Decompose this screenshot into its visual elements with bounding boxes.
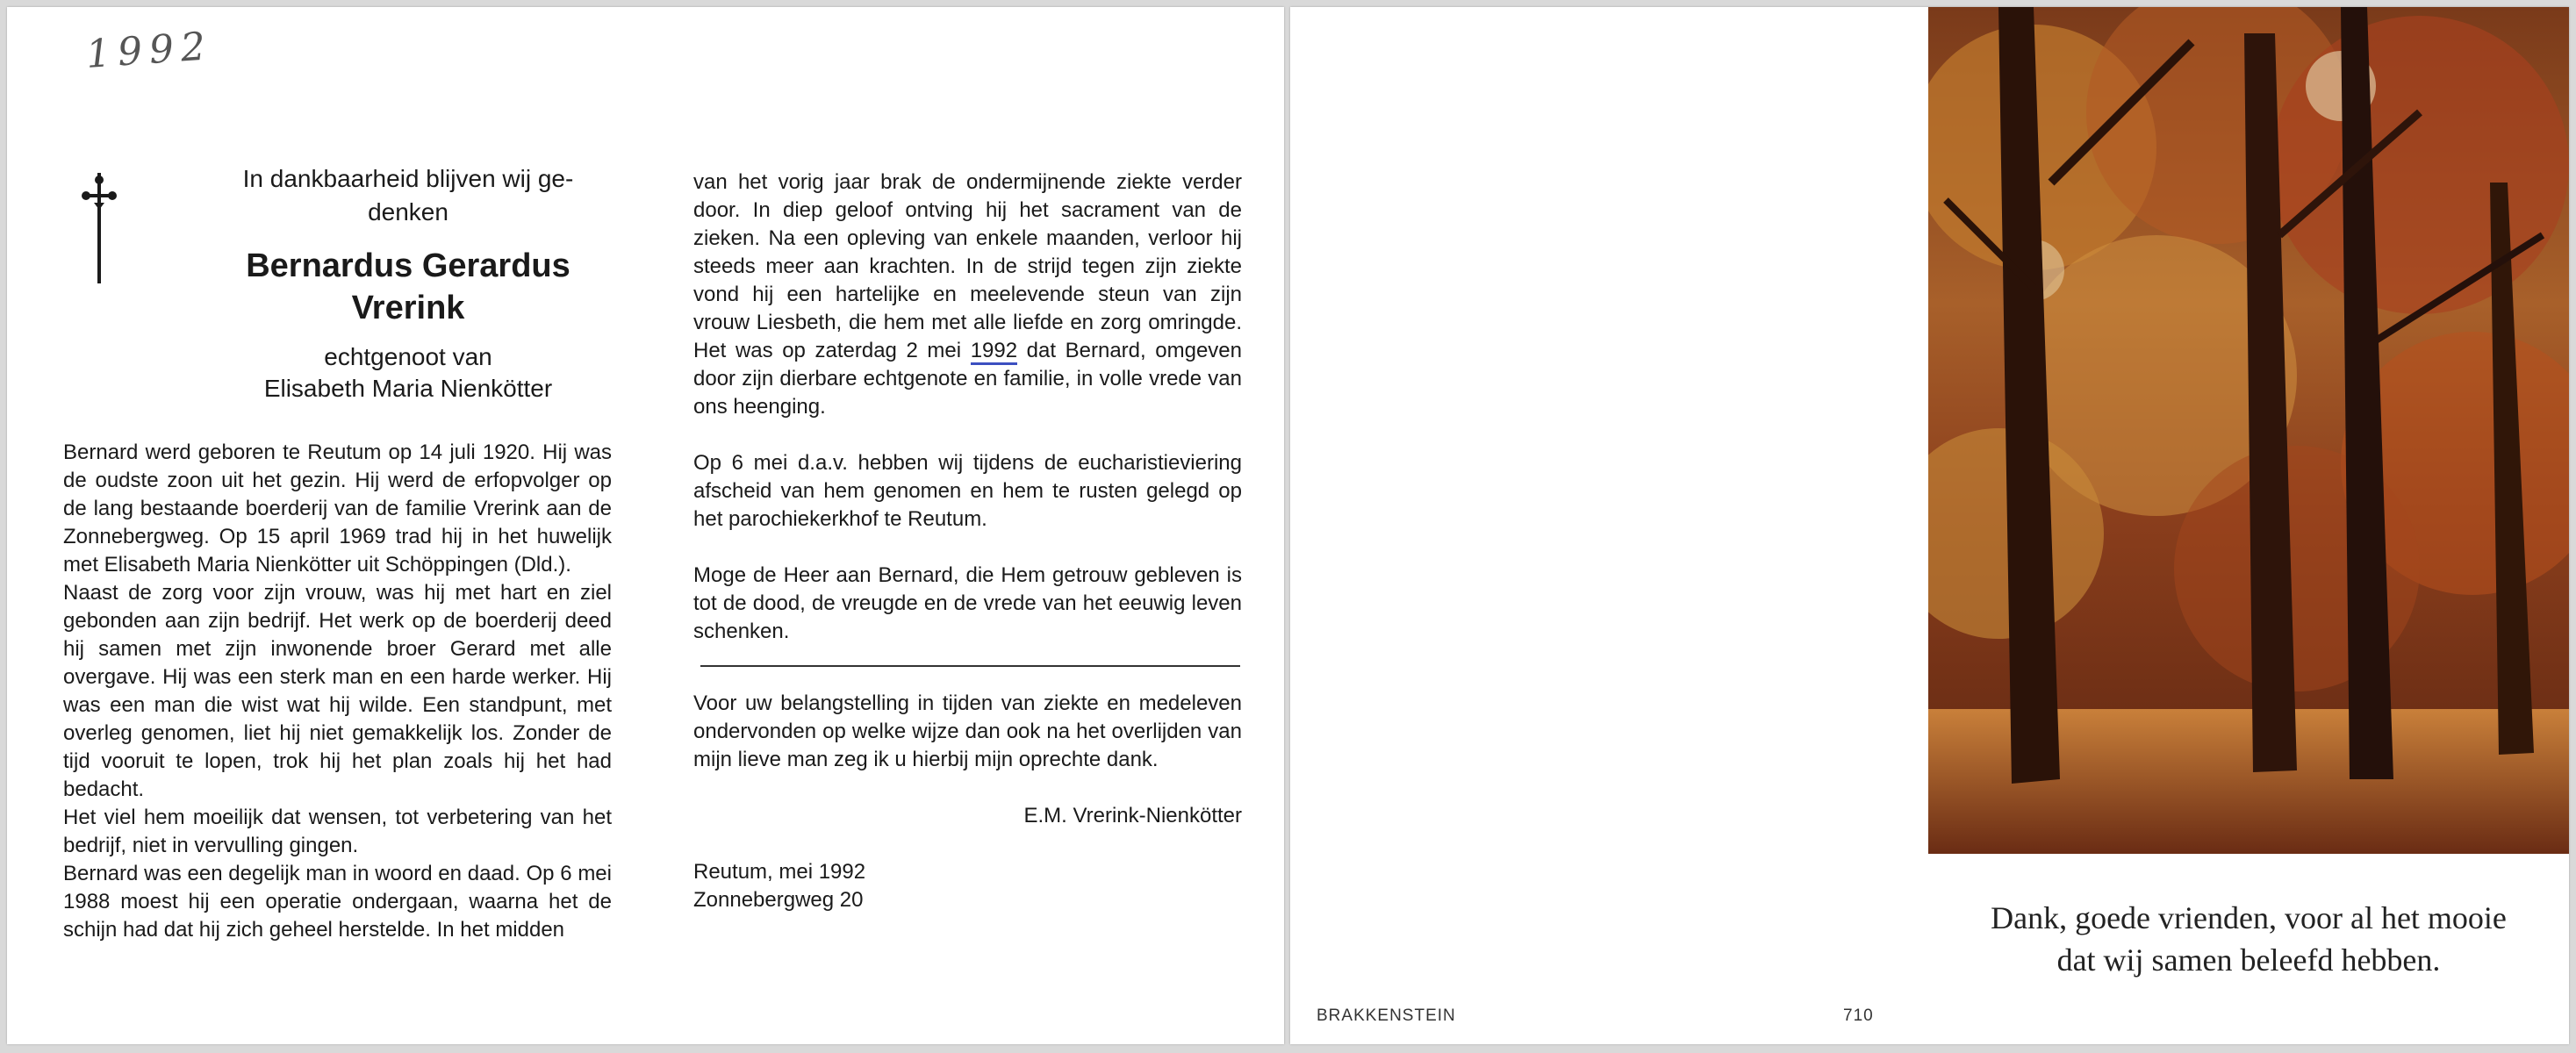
spouse-name: Elisabeth Maria Nienkötter [263,375,553,402]
illness-paragraph: van het vorig jaar brak de ondermijnende ziekte verder door. In diep geloof ontving hij het sacrament van de zieken. Na een opleving van enkele maanden, verloor hij steeds meer aan krachten. In de strijd tegen zijn ziekte vond hij een hartelijke en meelevende steun van zijn vrouw Liesbeth, die hem met alle liefde en zorg omringde. Het was op zaterdag 2 mei 1992 dat Bernard, omgeven door zijn dierbare echtgenote en familie, in volle vrede van ons heenging. [693,170,1242,419]
biography-paragraph: Het viel hem moeilijk dat wensen, tot verbetering van het bedrijf, niet in vervulling gingen. [63,806,612,857]
biography-paragraph: Bernard werd geboren te Reutum op 14 juli 1920. Hij was de oudste zoon uit het gezin. Hij werd de erfopvolger op de lang bestaande boerderij van de familie Vrerink aan de Zonnebergweg. Op 15 april 1969 trad hij in het huwelijk met Elisabeth Maria Nienkötter uit Schöppingen (Dld.). [63,441,612,577]
publisher-label: BRAKKENSTEIN [1317,1006,1456,1025]
autumn-forest-icon [1928,7,2569,854]
cross-icon [82,171,117,285]
dedication-text: In dankbaarheid blijven wij ge- denken [242,165,574,226]
signature: E.M. Vrerink-Nienkötter [1023,804,1242,827]
memorial-text-column [693,168,1242,914]
thanks-paragraph: Voor uw belangstelling in tijden van ziekte en medeleven ondervonden op welke wijze dan ook na het overlijden van mijn lieve man zeg ik u hierbij mijn oprechte dank. [693,691,1242,771]
memorial-header [202,162,614,405]
address: Zonnebergweg 20 [693,888,864,912]
divider [700,665,1240,667]
deceased-name-line2: Vrerink [351,290,465,326]
caption-line1: Dank, goede vrienden, voor al het mooie [1991,900,2507,935]
photo-caption [1928,897,2569,981]
biography-column [63,439,612,944]
caption-line2: dat wij samen beleefd hebben. [2056,942,2441,978]
deceased-name-line1: Bernardus Gerardus [246,247,570,284]
handwritten-year-note: 1992 [84,24,214,77]
biography-paragraph: Naast de zorg voor zijn vrouw, was hij met hart en ziel gebonden aan zijn bedrijf. Het werk op de boerderij deed hij samen met zijn inwonende broer Gerard met alle overgave. Hij was een sterk man en een harde werker. Hij was een man die wist wat hij wilde. Een standpunt, met overleg genomen, liet hij niet gemakkelijk los. Zonder de tijd vooruit te lopen, trok hij het plan zoals hij het had bedacht. [63,581,612,801]
prayer-paragraph: Moge de Heer aan Bernard, die Hem getrouw gebleven is tot de dood, de vreugde en de vrede van het eeuwig leven schenken. [693,563,1242,643]
underlined-year: 1992 [971,339,1017,365]
place-date: Reutum, mei 1992 [693,860,866,884]
biography-paragraph: Bernard was een degelijk man in woord en daad. Op 6 mei 1988 moest hij een operatie ondergaan, waarna het de schijn had dat hij zich geheel herstelde. In het midden [63,862,612,942]
card-code: 710 [1843,1006,1874,1025]
spouse-label: echtgenoot van [324,343,492,370]
funeral-paragraph: Op 6 mei d.a.v. hebben wij tijdens de eucharistieviering afscheid van hem genomen en hem te rusten gelegd op het parochiekerkhof te Reutum. [693,451,1242,531]
